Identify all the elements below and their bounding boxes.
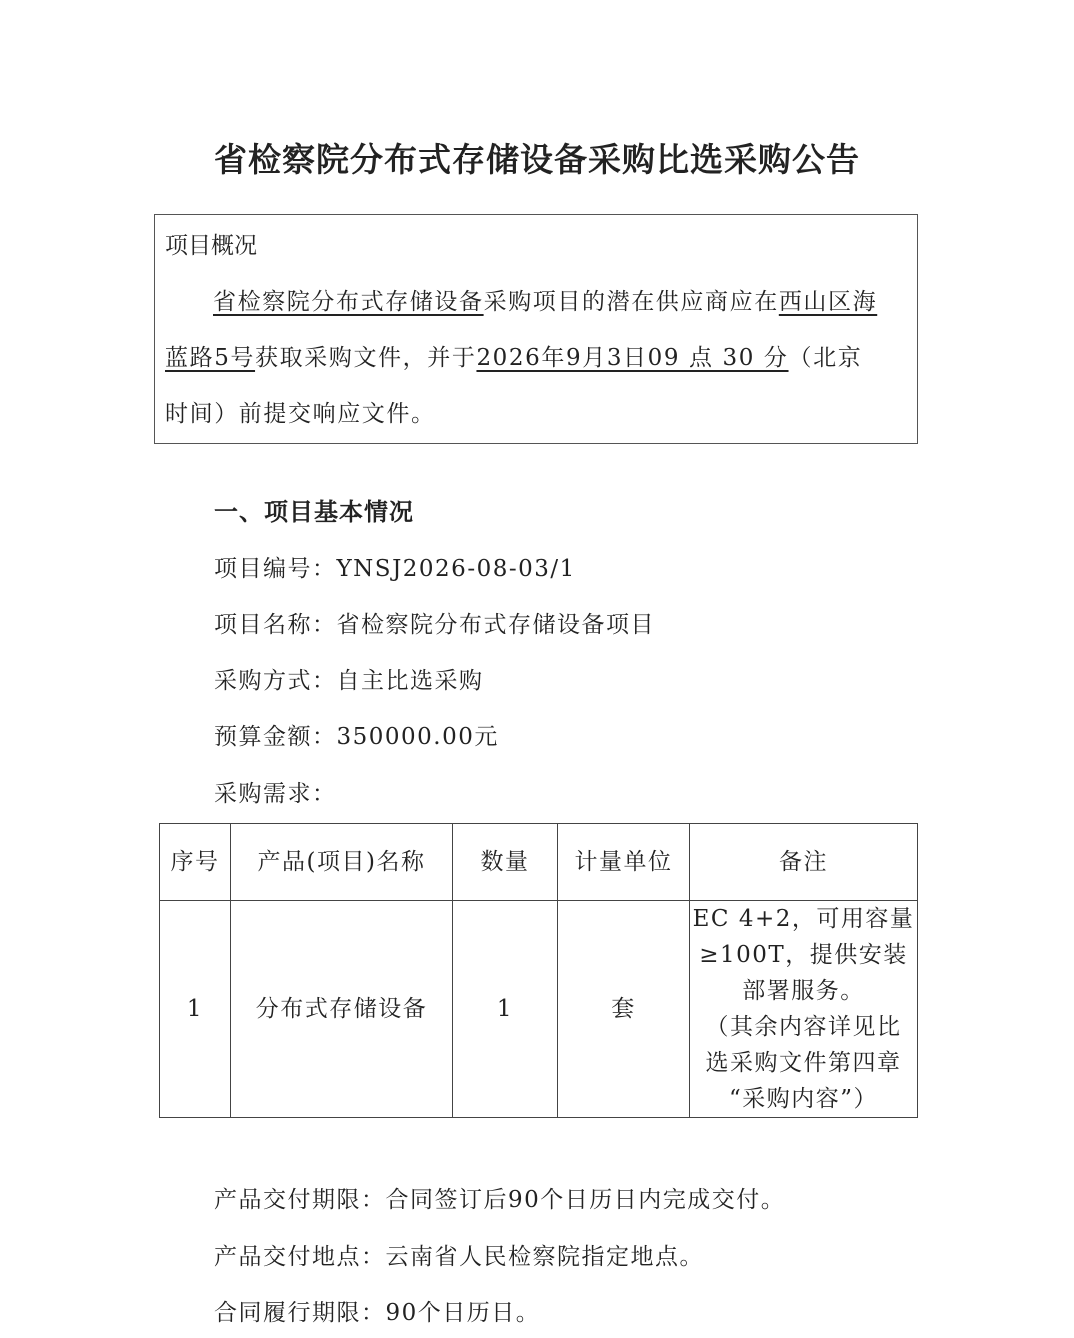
overview-line-2 [165,341,862,375]
cell-qty: 1 [453,901,558,1118]
overview-label: 项目概况 [165,233,257,259]
delivery-period: 产品交付期限：合同签订后90个日历日内完成交付。 [214,1187,786,1213]
remark-line: 选采购文件第四章 [705,1050,902,1076]
project-name: 项目名称：省检察院分布式存储设备项目 [214,612,655,638]
remark-line: 部署服务。 [742,978,865,1004]
overview-box [154,214,918,444]
contract-period: 合同履行期限：90个日历日。 [214,1300,541,1326]
overview-line2-text: 获取采购文件，并于 [255,345,477,371]
overview-project-name: 省检察院分布式存储设备 [213,289,484,315]
cell-unit: 套 [558,901,690,1118]
remark-line: EC 4+2，可用容量 [692,906,915,932]
cell-name: 分布式存储设备 [231,901,453,1118]
remark-line: ≥100T，提供安装 [699,942,908,968]
table-header-row [160,824,918,901]
cell-remark [690,901,918,1118]
requirement-table [159,823,918,1118]
header-cell: 备注 [690,824,918,901]
overview-line-3: 时间）前提交响应文件。 [165,401,436,427]
project-number: 项目编号：YNSJ2026-08-03/1 [214,556,576,582]
header-cell: 数量 [453,824,558,901]
cell-no: 1 [160,901,231,1118]
requirement-label: 采购需求： [214,781,337,807]
delivery-place: 产品交付地点：云南省人民检察院指定地点。 [214,1244,704,1270]
overview-deadline: 2026年9月3日09 点 30 分 [476,345,789,371]
procurement-method: 采购方式：自主比选采购 [214,668,484,694]
header-cell: 序号 [160,824,231,901]
page-title: 省检察院分布式存储设备采购比选采购公告 [214,140,860,179]
table-row [160,901,918,1118]
budget-amount: 预算金额：350000.00元 [214,724,499,750]
overview-address-part2: 蓝路5号 [165,345,256,371]
overview-line1-text: 采购项目的潜在供应商应在 [483,289,779,315]
overview-address-part1: 西山区海 [778,289,878,315]
overview-line2-end: （北京 [788,345,863,371]
remark-line: （其余内容详见比 [705,1014,902,1040]
header-cell: 产品(项目)名称 [231,824,453,901]
remark-line: “采购内容”） [728,1086,879,1112]
overview-line-1 [213,285,877,319]
header-cell: 计量单位 [558,824,690,901]
section-heading: 一、项目基本情况 [214,497,414,526]
